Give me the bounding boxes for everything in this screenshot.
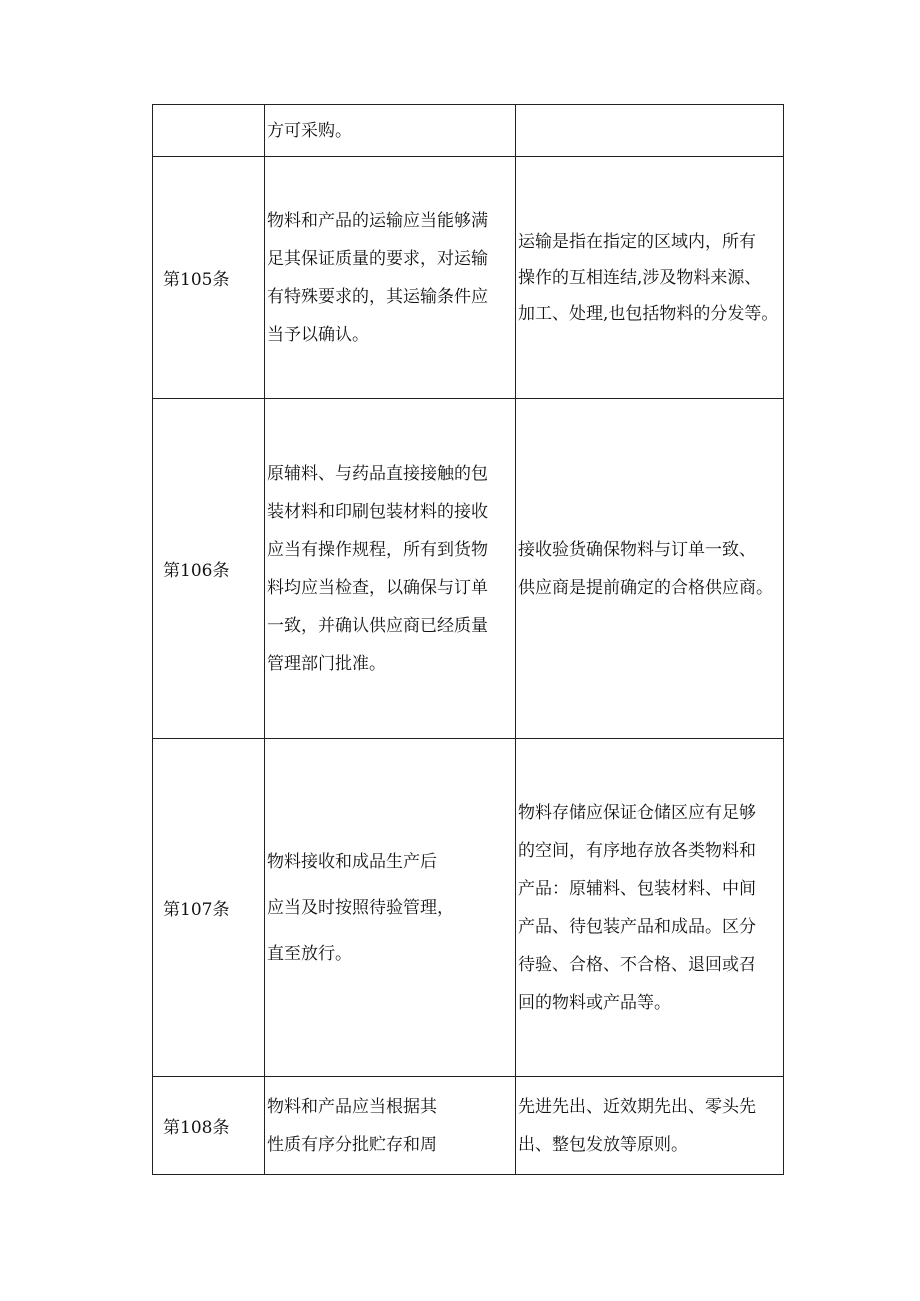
note-line: 产品：原辅料、包装材料、中间 bbox=[518, 878, 756, 899]
note-line: 供应商是提前确定的合格供应商。 bbox=[518, 577, 773, 598]
note-cell bbox=[516, 739, 784, 1077]
requirement-line: 应当及时按照待验管理， bbox=[267, 897, 454, 918]
requirement-line: 有特殊要求的，其运输条件应 bbox=[267, 286, 488, 307]
note-line: 运输是指在指定的区域内，所有 bbox=[518, 231, 756, 252]
note-line: 出、整包发放等原则。 bbox=[518, 1134, 688, 1155]
note-cell bbox=[516, 105, 784, 157]
note-line: 先进先出、近效期先出、零头先 bbox=[518, 1096, 756, 1117]
note-line: 回的物料或产品等。 bbox=[518, 992, 671, 1013]
requirement-line: 原辅料、与药品直接接触的包 bbox=[267, 463, 488, 484]
requirement-cell bbox=[265, 157, 516, 399]
article-number: 第106条 bbox=[163, 561, 230, 581]
note-line: 接收验货确保物料与订单一致、 bbox=[518, 539, 756, 560]
requirement-line: 一致，并确认供应商已经质量 bbox=[267, 615, 488, 636]
note-line: 操作的互相连结,涉及物料来源、 bbox=[518, 267, 762, 288]
article-cell bbox=[153, 1077, 265, 1175]
requirement-line: 应当有操作规程，所有到货物 bbox=[267, 539, 488, 560]
requirement-line: 方可采购。 bbox=[267, 120, 352, 141]
requirement-cell bbox=[265, 1077, 516, 1175]
article-cell bbox=[153, 399, 265, 739]
note-line: 的空间，有序地存放各类物料和 bbox=[518, 840, 756, 861]
note-cell bbox=[516, 1077, 784, 1175]
requirement-line: 性质有序分批贮存和周 bbox=[267, 1134, 437, 1155]
note-line: 产品、待包装产品和成品。区分 bbox=[518, 916, 756, 937]
note-line: 待验、合格、不合格、退回或召 bbox=[518, 954, 756, 975]
note-cell bbox=[516, 399, 784, 739]
note-cell bbox=[516, 157, 784, 399]
requirement-line: 物料接收和成品生产后 bbox=[267, 851, 437, 872]
requirement-cell bbox=[265, 105, 516, 157]
requirement-line: 当予以确认。 bbox=[267, 324, 369, 345]
requirement-line: 管理部门批准。 bbox=[267, 653, 386, 674]
table-row bbox=[153, 739, 784, 1077]
note-line: 物料存储应保证仓储区应有足够 bbox=[518, 802, 756, 823]
note-line: 加工、处理,也包括物料的分发等。 bbox=[518, 303, 779, 324]
requirement-line: 物料和产品的运输应当能够满 bbox=[267, 210, 488, 231]
requirement-line: 足其保证质量的要求，对运输 bbox=[267, 248, 488, 269]
article-cell bbox=[153, 739, 265, 1077]
requirement-line: 料均应当检查，以确保与订单 bbox=[267, 577, 488, 598]
requirement-line: 装材料和印刷包装材料的接收 bbox=[267, 501, 488, 522]
table-row bbox=[153, 1077, 784, 1175]
article-cell bbox=[153, 105, 265, 157]
table-row bbox=[153, 157, 784, 399]
table-row bbox=[153, 399, 784, 739]
requirement-cell bbox=[265, 739, 516, 1077]
requirement-line: 物料和产品应当根据其 bbox=[267, 1096, 437, 1117]
article-number: 第105条 bbox=[163, 270, 230, 290]
article-number: 第108条 bbox=[163, 1118, 230, 1138]
article-cell bbox=[153, 157, 265, 399]
requirement-cell bbox=[265, 399, 516, 739]
table-row bbox=[153, 105, 784, 157]
article-number: 第107条 bbox=[163, 900, 230, 920]
regulation-table bbox=[152, 104, 784, 1175]
requirement-line: 直至放行。 bbox=[267, 943, 352, 964]
